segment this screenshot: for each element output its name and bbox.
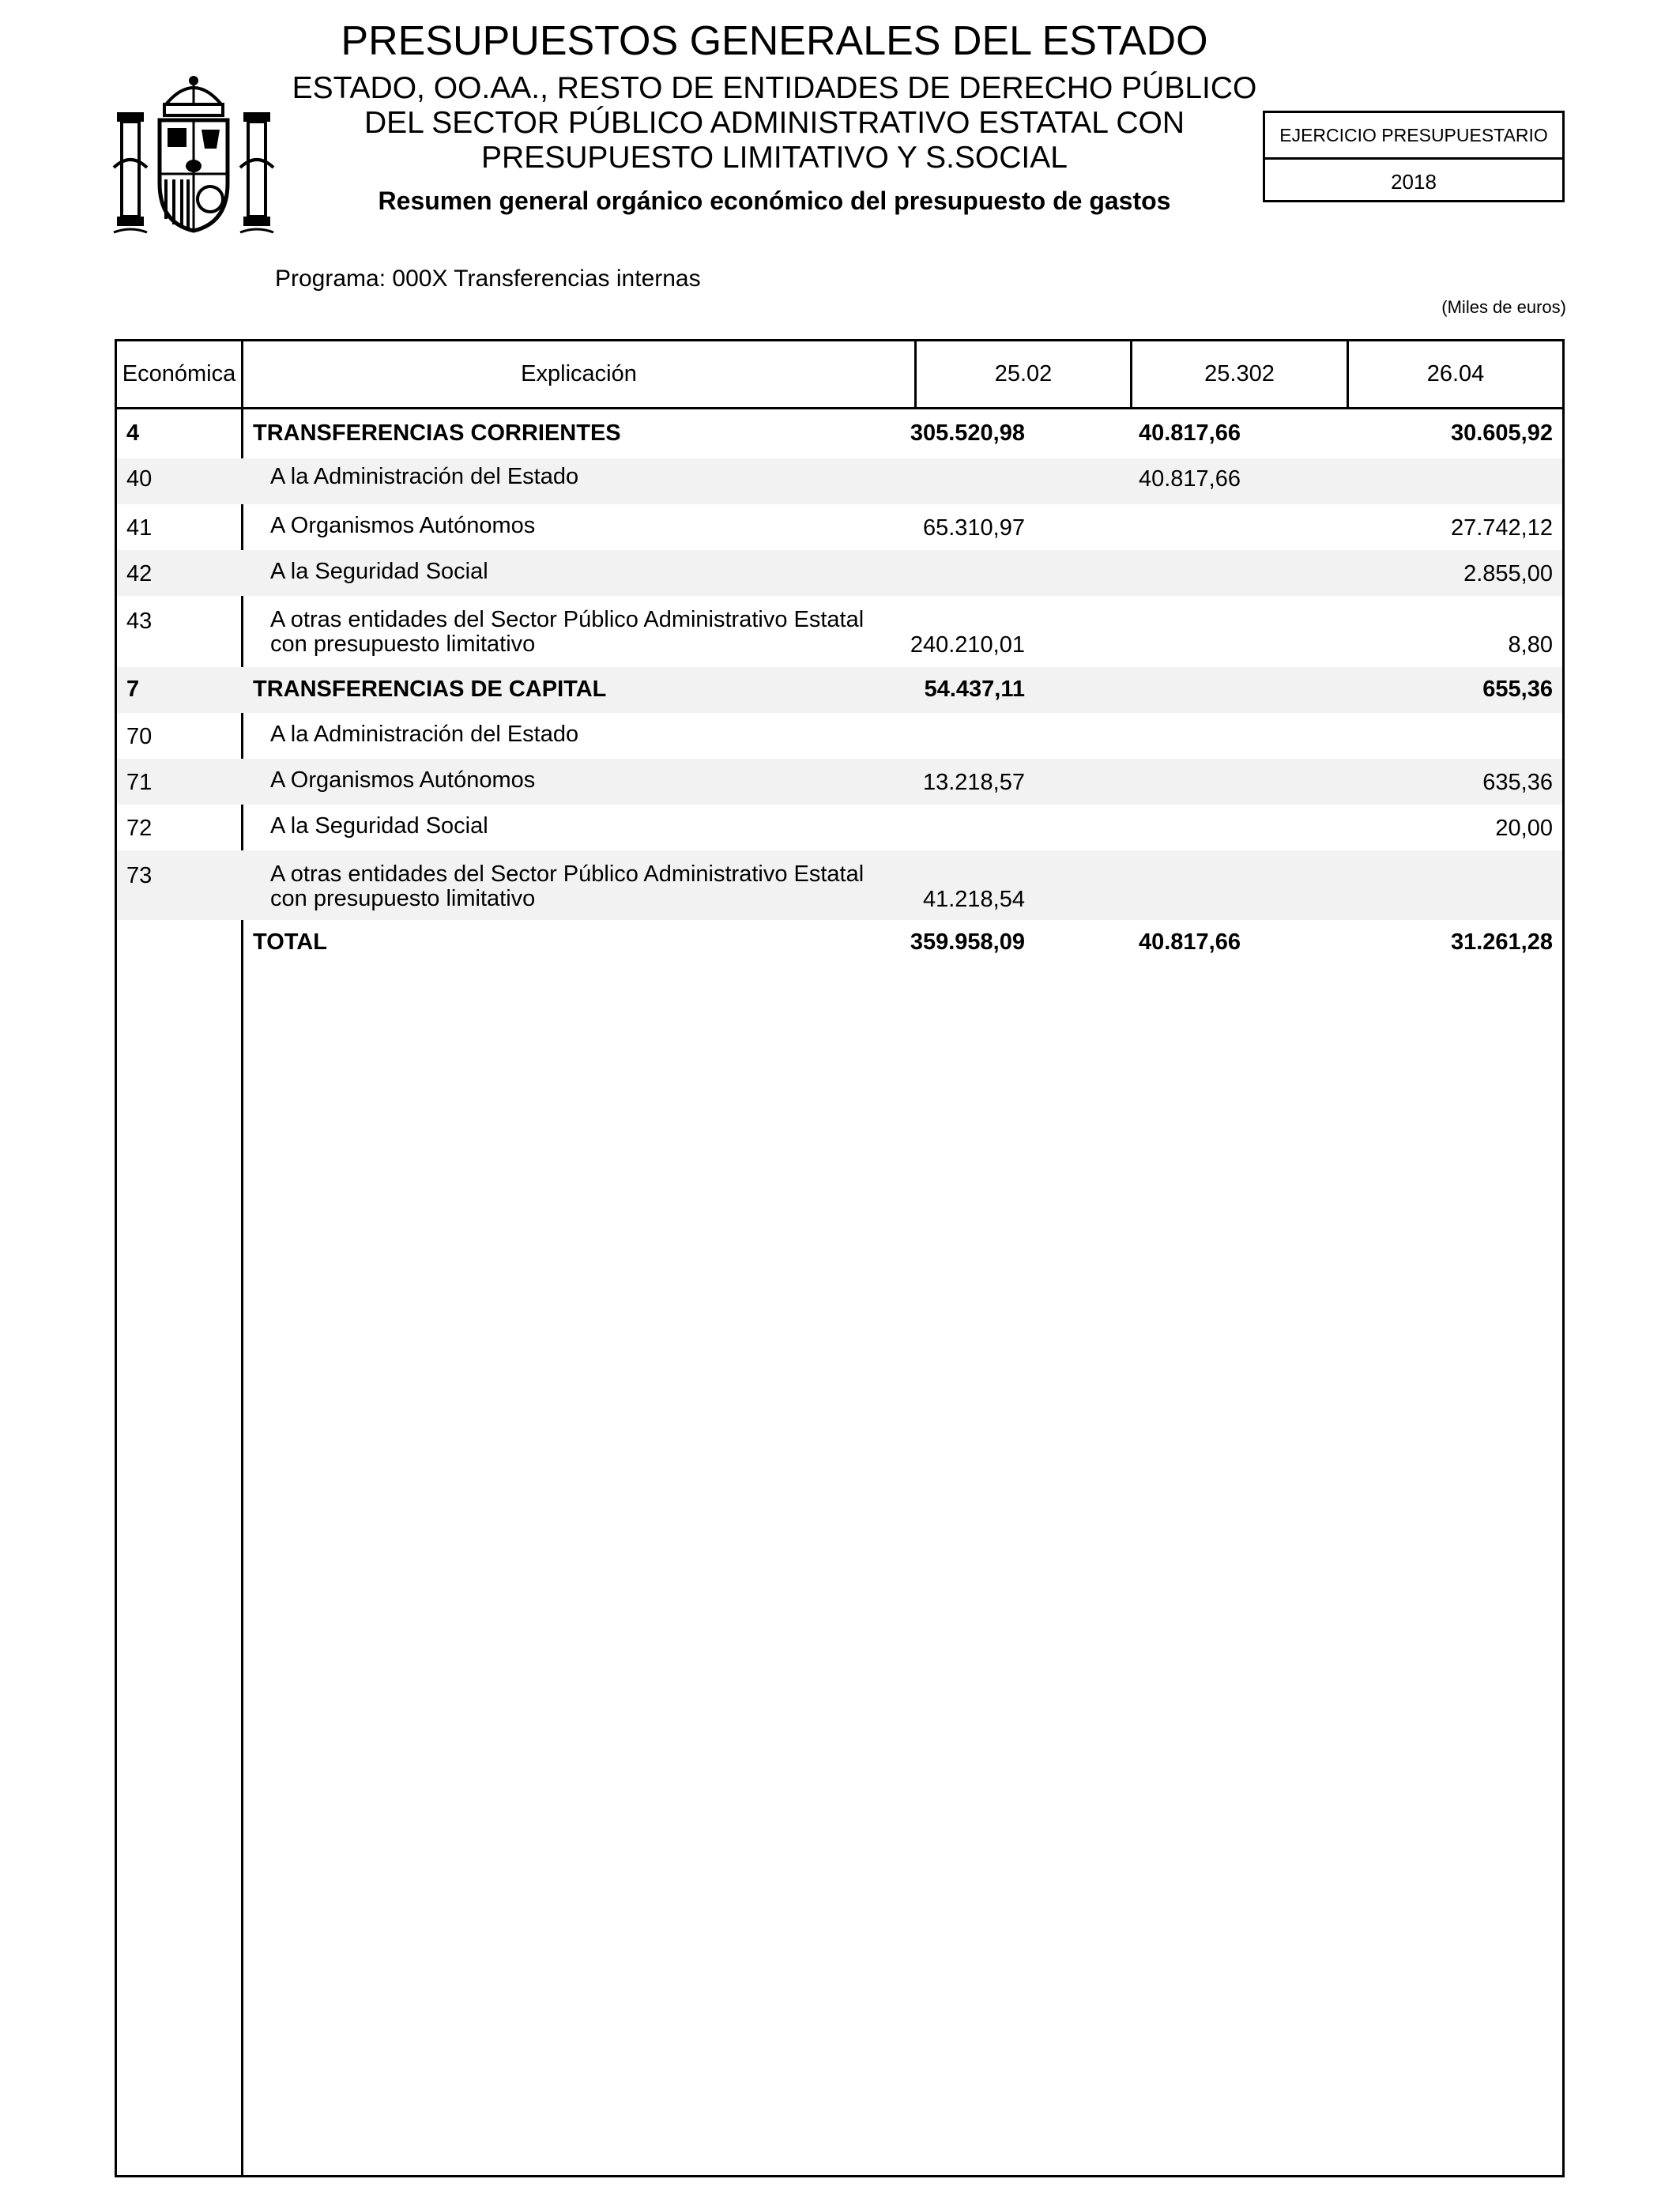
total-value-26-04: 31.261,28: [1450, 929, 1553, 955]
explanation-cell: [270, 608, 864, 657]
explanation-line: con presupuesto limitativo: [270, 631, 536, 657]
code-cell: 42: [126, 561, 153, 586]
total-value-25-302: 40.817,66: [1138, 929, 1241, 955]
code-cell: 72: [126, 816, 153, 841]
ejercicio-label: EJERCICIO PRESUPUESTARIO: [1265, 113, 1562, 160]
value-cell-26-04: 20,00: [1495, 816, 1553, 841]
explanation-cell: TRANSFERENCIAS CORRIENTES: [253, 420, 621, 446]
total-value-25-02: 359.958,09: [910, 929, 1025, 955]
table-row: [117, 667, 1562, 713]
code-cell: 43: [126, 609, 153, 634]
code-cell: 73: [126, 863, 153, 888]
table-row: [117, 504, 1562, 550]
code-cell: 4: [126, 420, 140, 446]
ejercicio-box: [1263, 111, 1565, 202]
explanation-cell: TRANSFERENCIAS DE CAPITAL: [253, 677, 607, 702]
subtitle-line: DEL SECTOR PÚBLICO ADMINISTRATIVO ESTATAL CON: [363, 106, 1185, 140]
value-cell-25-02: 41.218,54: [922, 887, 1025, 912]
total-row: [117, 920, 1562, 966]
value-cell-25-302: 40.817,66: [1138, 466, 1241, 492]
table-row: [117, 713, 1562, 759]
report-title: Resumen general orgánico económico del presupuesto de gastos: [378, 187, 1171, 215]
explanation-line: con presupuesto limitativo: [270, 886, 536, 911]
explanation-line: A otras entidades del Sector Público Administrativo Estatal: [270, 861, 864, 887]
table-row: [117, 805, 1562, 850]
code-cell: 70: [126, 724, 153, 749]
explanation-cell: A la Seguridad Social: [270, 813, 488, 839]
column-header-economica: Económica: [122, 361, 236, 386]
column-header-explicacion: Explicación: [521, 361, 637, 386]
value-cell-26-04: 655,36: [1482, 677, 1553, 702]
units-label: (Miles de euros): [1441, 297, 1566, 317]
value-cell-26-04: 27.742,12: [1450, 515, 1553, 541]
value-cell-25-302: 40.817,66: [1138, 420, 1241, 446]
table-row: [117, 420, 1562, 458]
value-cell-25-02: 240.210,01: [910, 632, 1025, 658]
page-title: PRESUPUESTOS GENERALES DEL ESTADO: [341, 18, 1208, 64]
table-row: [117, 759, 1562, 805]
programa-label: Programa: 000X Transferencias internas: [275, 266, 701, 292]
explanation-cell: TOTAL: [253, 929, 327, 955]
value-cell-25-02: 13.218,57: [922, 770, 1025, 795]
value-cell-26-04: 30.605,92: [1450, 420, 1553, 446]
value-cell-26-04: 2.855,00: [1463, 561, 1553, 586]
code-cell: 41: [126, 515, 153, 541]
column-header-26-04: 26.04: [1426, 361, 1485, 386]
code-cell: 71: [126, 770, 153, 795]
column-header-25-302: 25.302: [1204, 361, 1275, 386]
explanation-cell: [270, 862, 864, 911]
code-cell: 7: [126, 677, 140, 702]
code-cell: 40: [126, 466, 153, 492]
subtitle-line: ESTADO, OO.AA., RESTO DE ENTIDADES DE DERECHO PÚBLICO: [292, 71, 1257, 105]
subtitle-line: PRESUPUESTO LIMITATIVO Y S.SOCIAL: [481, 141, 1068, 175]
explanation-line: A otras entidades del Sector Público Administrativo Estatal: [270, 607, 864, 632]
explanation-cell: A Organismos Autónomos: [270, 513, 536, 538]
explanation-cell: A la Administración del Estado: [270, 722, 579, 747]
value-cell-26-04: 635,36: [1482, 770, 1553, 795]
column-header-25-02: 25.02: [994, 361, 1053, 386]
value-cell-25-02: 54.437,11: [924, 677, 1025, 702]
header-divider: [115, 407, 1565, 409]
table-row: [117, 550, 1562, 596]
explanation-cell: A la Seguridad Social: [270, 559, 488, 584]
table-row: [117, 850, 1562, 920]
ejercicio-year: 2018: [1391, 170, 1437, 194]
value-cell-25-02: 305.520,98: [910, 420, 1025, 446]
table-row: [117, 596, 1562, 667]
value-cell-26-04: 8,80: [1508, 632, 1553, 658]
table-row: [117, 458, 1562, 504]
explanation-cell: A la Administración del Estado: [270, 464, 579, 489]
explanation-cell: A Organismos Autónomos: [270, 767, 536, 793]
value-cell-25-02: 65.310,97: [922, 515, 1025, 541]
